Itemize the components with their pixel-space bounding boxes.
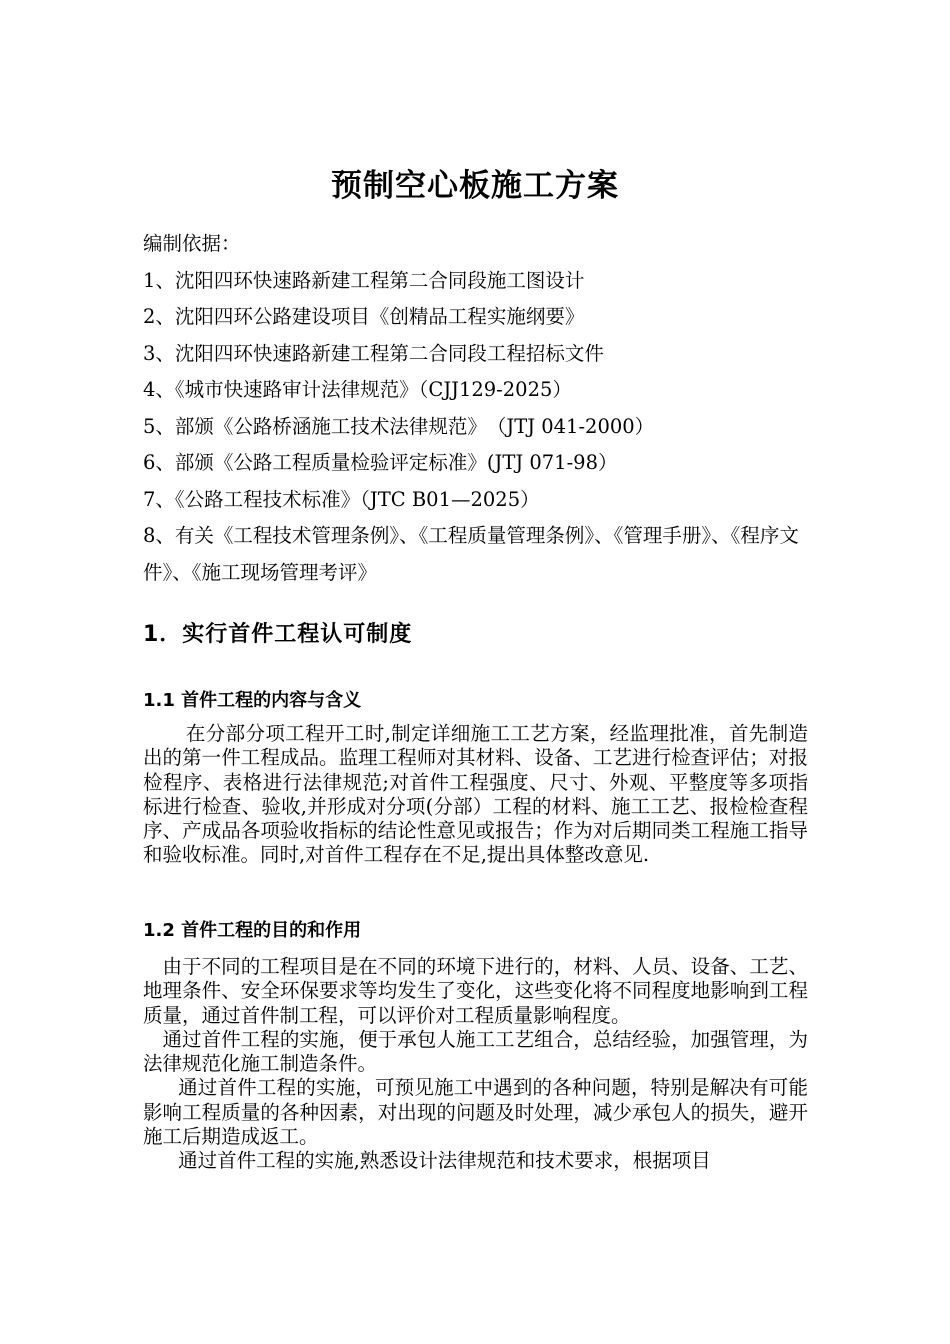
paragraph: 在分部分项工程开工时,制定详细施工工艺方案，经监理批准，首先制造出的第一件工程成品。监理工程师对其材料、设备、工艺进行检查评估；对报检程序、表格进行法律规范;对首件工程强度、尺寸、外观、平整度等多项指标进行检查、验收,并形成对分项(分部）工程的材料、施工工艺、报检检查程序、产成品各项验收指标的结论性意见或报告；作为对后期同类工程施工指导和验收标准。同时,对首件工程存在不足,提出具体整改意见.	[143, 722, 808, 867]
paragraph: 通过首件工程的实施,熟悉设计法律规范和技术要求，根据项目	[178, 1149, 711, 1173]
subsection-body	[143, 722, 808, 868]
basis-item: 4、《城市快速路审计法律规范》（CJJ129-2025）	[143, 378, 572, 401]
paragraph: 由于不同的工程项目是在不同的环境下进行的，材料、人员、设备、工艺、地理条件、安全环保要求等均发生了变化，这些变化将不同程度地影响到工程质量，通过首件制工程，可以评价对工程质量影响程度。	[143, 955, 808, 1027]
basis-heading: 编制依据：	[143, 232, 241, 255]
basis-section	[143, 226, 808, 591]
basis-item: 8、有关《工程技术管理条例》、《工程质量管理条例》、《管理手册》、《程序文件》、《施工现场管理考评》	[143, 524, 799, 584]
subsection-body	[143, 955, 808, 1174]
basis-item: 2、沈阳四环公路建设项目《创精品工程实施纲要》	[143, 305, 585, 328]
basis-item: 6、部颁《公路工程质量检验评定标准》(JTJ 071-98）	[143, 451, 618, 474]
subsection-heading: 1.1 首件工程的内容与含义	[143, 690, 362, 711]
basis-item: 1、沈阳四环快速路新建工程第二合同段施工图设计	[143, 268, 585, 292]
subsection-heading: 1.2 首件工程的目的和作用	[143, 920, 362, 941]
basis-item: 7、《公路工程技术标准》（JTC B01—2025）	[143, 487, 540, 511]
section-heading: 1．实行首件工程认可制度	[143, 622, 413, 647]
paragraph: 通过首件工程的实施，可预见施工中遇到的各种问题，特别是解决有可能影响工程质量的各种因素，对出现的问题及时处理，减少承包人的损失，避开施工后期造成返工。	[143, 1076, 808, 1149]
paragraph: 通过首件工程的实施，便于承包人施工工艺组合，总结经验，加强管理，为法律规范化施工制造条件。	[143, 1027, 808, 1076]
document-title: 预制空心板施工方案	[331, 168, 619, 204]
basis-item: 5、部颁《公路桥涵施工技术法律规范》 （JTJ 041-2000）	[143, 414, 655, 438]
basis-item: 3、沈阳四环快速路新建工程第二合同段工程招标文件	[143, 341, 604, 365]
